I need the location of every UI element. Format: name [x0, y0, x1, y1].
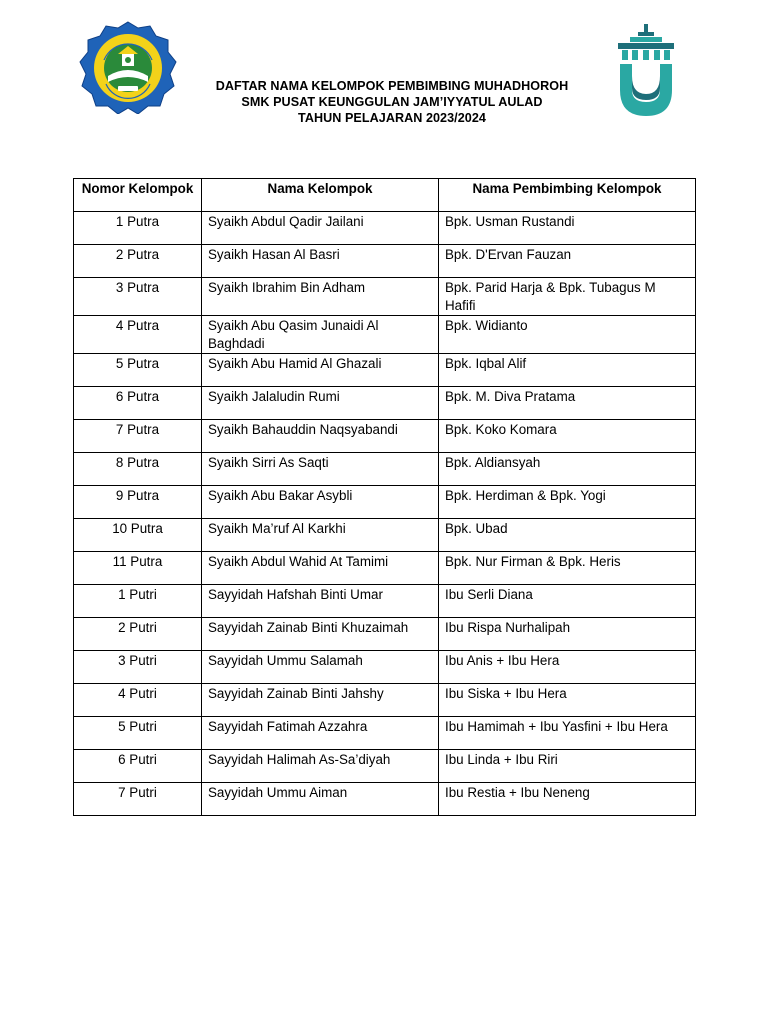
document-header [190, 78, 594, 126]
cell-group-number: 6 Putra [74, 387, 202, 420]
table-row [74, 651, 696, 684]
cell-group-number: 8 Putra [74, 453, 202, 486]
cell-mentor-name: Ibu Siska + Ibu Hera [439, 684, 696, 717]
table-row [74, 354, 696, 387]
cell-group-number: 7 Putri [74, 783, 202, 816]
cell-group-name: Sayyidah Fatimah Azzahra [202, 717, 439, 750]
cell-group-name: Syaikh Hasan Al Basri [202, 245, 439, 278]
u-tower-icon [612, 22, 680, 118]
cell-group-name: Syaikh Sirri As Saqti [202, 453, 439, 486]
cell-mentor-name: Ibu Hamimah + Ibu Yasfini + Ibu Hera [439, 717, 696, 750]
table-row [74, 618, 696, 651]
cell-group-number: 2 Putra [74, 245, 202, 278]
cell-group-name: Sayyidah Zainab Binti Khuzaimah [202, 618, 439, 651]
cell-group-number: 4 Putra [74, 316, 202, 354]
group-table [73, 178, 696, 816]
table-row [74, 316, 696, 354]
cell-mentor-name: Bpk. D'Ervan Fauzan [439, 245, 696, 278]
cell-mentor-name: Bpk. Nur Firman & Bpk. Heris [439, 552, 696, 585]
table-row [74, 585, 696, 618]
cell-group-number: 6 Putri [74, 750, 202, 783]
cell-mentor-name: Ibu Linda + Ibu Riri [439, 750, 696, 783]
cell-group-number: 9 Putra [74, 486, 202, 519]
table-body [74, 212, 696, 816]
cell-mentor-name: Bpk. Usman Rustandi [439, 212, 696, 245]
table-row [74, 552, 696, 585]
cell-mentor-name: Ibu Anis + Ibu Hera [439, 651, 696, 684]
cell-group-name: Sayyidah Hafshah Binti Umar [202, 585, 439, 618]
cell-group-number: 1 Putra [74, 212, 202, 245]
cell-mentor-name: Ibu Restia + Ibu Neneng [439, 783, 696, 816]
table-row [74, 519, 696, 552]
table-row [74, 717, 696, 750]
table-row [74, 212, 696, 245]
school-emblem-icon [78, 20, 178, 114]
cell-mentor-name: Bpk. M. Diva Pratama [439, 387, 696, 420]
table-row [74, 278, 696, 316]
header-school-year: TAHUN PELAJARAN 2023/2024 [298, 111, 486, 125]
table-header-row [74, 179, 696, 212]
cell-group-name: Sayyidah Halimah As-Sa’diyah [202, 750, 439, 783]
cell-group-number: 3 Putra [74, 278, 202, 316]
cell-group-number: 11 Putra [74, 552, 202, 585]
cell-group-number: 10 Putra [74, 519, 202, 552]
cell-mentor-name: Bpk. Ubad [439, 519, 696, 552]
cell-group-name: Sayyidah Ummu Aiman [202, 783, 439, 816]
header-school-name: SMK PUSAT KEUNGGULAN JAM’IYYATUL AULAD [241, 95, 543, 109]
cell-mentor-name: Bpk. Herdiman & Bpk. Yogi [439, 486, 696, 519]
column-header-group-name: Nama Kelompok [202, 179, 439, 212]
cell-group-number: 2 Putri [74, 618, 202, 651]
cell-group-name: Syaikh Abdul Wahid At Tamimi [202, 552, 439, 585]
cell-mentor-name: Bpk. Widianto [439, 316, 696, 354]
table-row [74, 750, 696, 783]
cell-group-name: Syaikh Abu Bakar Asybli [202, 486, 439, 519]
cell-group-name: Syaikh Abu Qasim Junaidi Al Baghdadi [202, 316, 439, 354]
table-row [74, 420, 696, 453]
cell-group-number: 3 Putri [74, 651, 202, 684]
cell-group-name: Syaikh Abdul Qadir Jailani [202, 212, 439, 245]
cell-group-name: Syaikh Ma’ruf Al Karkhi [202, 519, 439, 552]
table-row [74, 453, 696, 486]
column-header-group-number: Nomor Kelompok [74, 179, 202, 212]
header-title: DAFTAR NAMA KELOMPOK PEMBIMBING MUHADHOROH [215, 79, 569, 93]
cell-mentor-name: Bpk. Parid Harja & Bpk. Tubagus M Hafifi [439, 278, 696, 316]
cell-group-number: 5 Putra [74, 354, 202, 387]
cell-group-name: Sayyidah Ummu Salamah [202, 651, 439, 684]
cell-mentor-name: Ibu Rispa Nurhalipah [439, 618, 696, 651]
cell-group-name: Sayyidah Zainab Binti Jahshy [202, 684, 439, 717]
cell-mentor-name: Bpk. Aldiansyah [439, 453, 696, 486]
cell-group-number: 4 Putri [74, 684, 202, 717]
table-row [74, 486, 696, 519]
table-row [74, 684, 696, 717]
column-header-mentor-name: Nama Pembimbing Kelompok [439, 179, 696, 212]
cell-mentor-name: Ibu Serli Diana [439, 585, 696, 618]
table-row [74, 387, 696, 420]
cell-group-name: Syaikh Jalaludin Rumi [202, 387, 439, 420]
cell-group-name: Syaikh Abu Hamid Al Ghazali [202, 354, 439, 387]
cell-group-number: 7 Putra [74, 420, 202, 453]
cell-mentor-name: Bpk. Iqbal Alif [439, 354, 696, 387]
cell-group-name: Syaikh Bahauddin Naqsyabandi [202, 420, 439, 453]
cell-group-number: 5 Putri [74, 717, 202, 750]
table-row [74, 783, 696, 816]
cell-group-name: Syaikh Ibrahim Bin Adham [202, 278, 439, 316]
cell-group-number: 1 Putri [74, 585, 202, 618]
table-row [74, 245, 696, 278]
cell-mentor-name: Bpk. Koko Komara [439, 420, 696, 453]
